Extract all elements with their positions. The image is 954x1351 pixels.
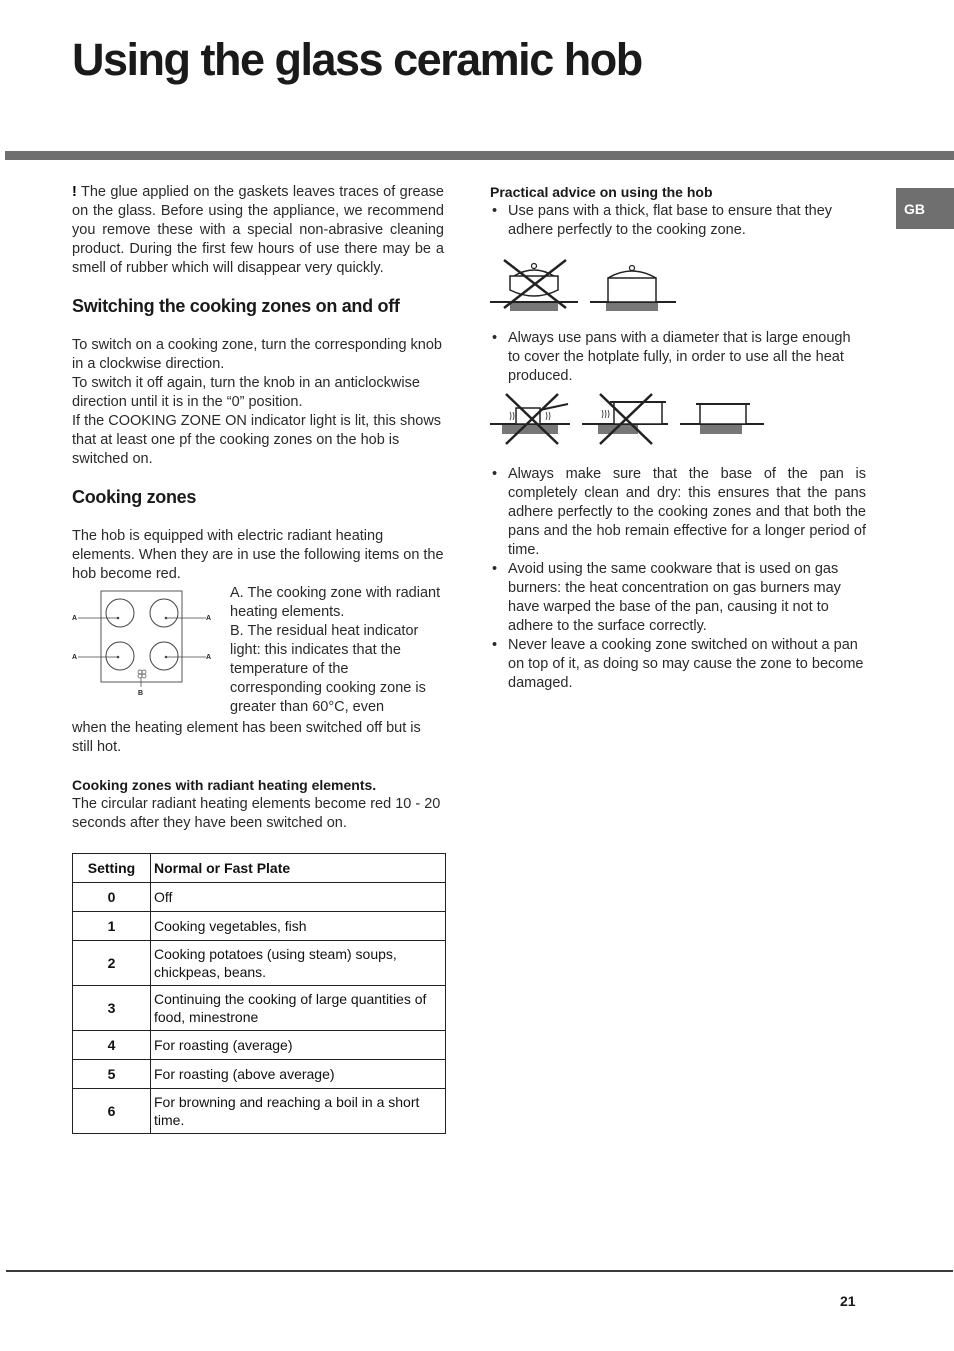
zone-b-description: B. The residual heat indicator light: this indicates that the temperature of the corresponding cooking zone is greater than 60°C, even <box>230 623 426 715</box>
figure-label-a: A <box>72 615 78 622</box>
footer-divider <box>6 1270 953 1272</box>
table-row <box>73 1031 446 1060</box>
zones-intro: The hob is equipped with electric radiant heating elements. When they are in use the following items on the hob become red. <box>72 528 444 582</box>
setting-cell: 3 <box>73 986 151 1031</box>
description-cell: For roasting (above average) <box>151 1060 446 1089</box>
advice-list-3 <box>490 465 866 693</box>
figure-label-a: A <box>206 654 212 661</box>
advice-item: • Always make sure that the base of the pan is completely clean and dry: this ensures that the pans adhere perfectly to the cooking zones and that both the pans and the hob remain effective for a longer period of time. <box>490 465 866 560</box>
table-row <box>73 986 446 1031</box>
advice-item: • Avoid using the same cookware that is used on gas burners: the heat concentration on gas burners may have warped the base of the pan, causing it not to adhere to the surface correctly. <box>490 560 866 636</box>
zone-a-description: A. The cooking zone with radiant heating elements. <box>230 585 441 620</box>
flat-pan-icon <box>588 256 678 318</box>
warning-text: The glue applied on the gaskets leaves traces of grease on the glass. Before using the appliance, we recommend you remove these with a special non-abrasive cleaning product. During the first few hours of use there may be a smell of rubber which will disappear very quickly. <box>72 184 444 276</box>
figure-label-a: A <box>72 654 78 661</box>
advice-list-2 <box>490 329 866 386</box>
switching-section <box>72 336 444 469</box>
figure-label-a: A <box>206 615 212 622</box>
table-row <box>73 912 446 941</box>
warning-paragraph <box>72 183 444 278</box>
header-divider <box>5 151 954 160</box>
advice-item: • Always use pans with a diameter that is large enough to cover the hotplate fully, in order to use all the heat produced. <box>490 329 866 386</box>
table-row <box>73 1060 446 1089</box>
table-row <box>73 941 446 986</box>
language-tab: GB <box>896 188 954 229</box>
hob-layout-diagram <box>72 586 222 714</box>
offset-pan-crossed-icon <box>582 390 670 448</box>
advice-heading: Practical advice on using the hob <box>490 184 713 200</box>
table-row <box>73 883 446 912</box>
table-header-row <box>73 854 446 883</box>
description-cell: For browning and reaching a boil in a short time. <box>151 1089 446 1134</box>
setting-cell: 6 <box>73 1089 151 1134</box>
pan-base-illustrations <box>490 256 866 318</box>
page-number: 21 <box>840 1293 856 1309</box>
advice-item: • Use pans with a thick, flat base to ensure that they adhere perfectly to the cooking zone. <box>490 202 866 240</box>
figure-label-b: B <box>138 690 144 697</box>
switching-paragraph-2: To switch it off again, turn the knob in an anticlockwise direction until it is in the “0” position. <box>72 375 420 410</box>
description-cell: Cooking vegetables, fish <box>151 912 446 941</box>
description-cell: Cooking potatoes (using steam) soups, chickpeas, beans. <box>151 941 446 986</box>
zones-figure-block <box>72 584 444 738</box>
setting-cell: 5 <box>73 1060 151 1089</box>
table-header-setting: Setting <box>73 854 151 883</box>
radiant-text: The circular radiant heating elements become red 10 - 20 seconds after they have been switched on. <box>72 796 441 831</box>
description-cell: Off <box>151 883 446 912</box>
setting-cell: 1 <box>73 912 151 941</box>
switching-heading: Switching the cooking zones on and off <box>72 296 400 316</box>
advice-list-1 <box>490 202 866 240</box>
radiant-heading: Cooking zones with radiant heating elements. <box>72 777 377 793</box>
setting-cell: 0 <box>73 883 151 912</box>
switching-paragraph-3: If the COOKING ZONE ON indicator light is lit, this shows that at least one pf the cooking zones on the hob is switched on. <box>72 413 442 467</box>
description-cell: Continuing the cooking of large quantities of food, minestrone <box>151 986 446 1031</box>
zone-b-continued: when the heating element has been switched off but is still hot. <box>72 720 421 755</box>
small-pan-crossed-icon <box>490 390 574 448</box>
pan-size-illustrations <box>490 388 866 448</box>
correct-size-pan-icon <box>678 390 768 448</box>
switching-paragraph-1: To switch on a cooking zone, turn the corresponding knob in a clockwise direction. <box>72 337 442 372</box>
description-cell: For roasting (average) <box>151 1031 446 1060</box>
setting-cell: 2 <box>73 941 151 986</box>
table-row <box>73 1089 446 1134</box>
warning-mark: ! <box>72 184 77 200</box>
left-column <box>72 183 444 1134</box>
cooking-zones-heading: Cooking zones <box>72 487 197 507</box>
setting-cell: 4 <box>73 1031 151 1060</box>
page-title: Using the glass ceramic hob <box>72 34 642 85</box>
advice-item: • Never leave a cooking zone switched on without a pan on top of it, as doing so may cause the zone to become damaged. <box>490 636 866 693</box>
warped-pan-crossed-icon <box>490 256 580 318</box>
zones-legend <box>230 584 444 717</box>
table-header-description: Normal or Fast Plate <box>151 854 446 883</box>
right-column <box>490 183 866 693</box>
settings-table <box>72 853 446 1134</box>
